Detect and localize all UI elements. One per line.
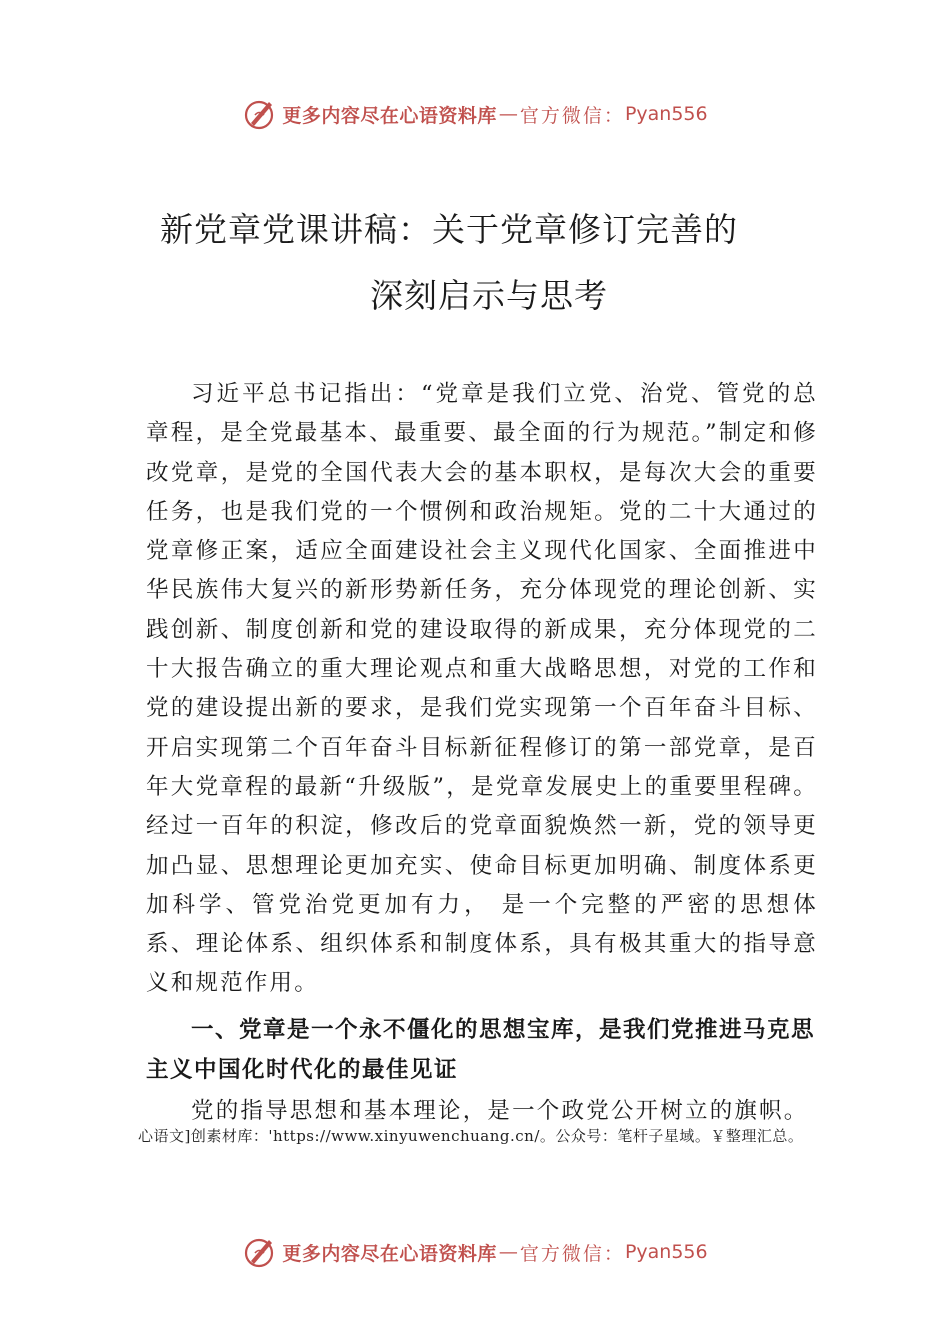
body-paragraph-2: 党的指导思想和基本理论，是一个政党公开树立的旗帜。 [191, 1098, 809, 1124]
watermark-dash: — [498, 1241, 518, 1263]
watermark-wechat-label: 官方微信： [519, 104, 625, 127]
document-title-line-1: 新党章党课讲稿：关于党章修订完善的 [160, 210, 738, 249]
watermark-banner-top [0, 96, 950, 132]
watermark-wechat-id: Pyan556 [624, 1241, 708, 1263]
watermark-wechat-id: Pyan556 [624, 103, 708, 125]
watermark-banner-bottom [0, 1234, 950, 1270]
document-title-line-2: 深刻启示与思考 [370, 276, 608, 315]
source-note: 心语文]创素材库：'https://www.xinyuwenchuang.cn/。公众号：笔杆子星域。￥整理汇总。 [138, 1127, 804, 1145]
pen-logo-icon [242, 96, 278, 132]
watermark-main-text: 更多内容尽在心语资料库 [282, 1242, 497, 1265]
pen-logo-icon [242, 1234, 278, 1270]
body-paragraph: 习近平总书记指出：“党章是我们立党、治党、管党的总章程，是全党最基本、最重要、最全面的行为规范。”制定和修改党章，是党的全国代表大会的基本职权，是每次大会的重要任务，也是我们党的一个惯例和政治规矩。党的二十大通过的党章修正案，适应全面建设社会主义现代化国家、全面推进中华民族伟大复兴的新形势新任务，充分体现党的理论创新、实践创新、制度创新和党的建设取得的新成果，充分体现党的二十大报告确立的重大理论观点和重大战略思想，对党的工作和党的建设提出新的要求，是我们党实现第一个百年奋斗目标、开启实现第二个百年奋斗目标新征程修订的第一部党章，是百年大党章程的最新“升级版”，是党章发展史上的重要里程碑。经过一百年的积淀，修改后的党章面貌焕然一新，党的领导更加凸显、思想理论更加充实、使命目标更加明确、制度体系更加科学、管党治党更加有力， 是一个完整的严密的思想体系、理论体系、组织体系和制度体系，具有极其重大的指导意义和规范作用。 [146, 381, 818, 997]
watermark-main-text: 更多内容尽在心语资料库 [282, 104, 497, 127]
section-heading: 一、党章是一个永不僵化的思想宝库，是我们党推进马克思主义中国化时代化的最佳见证 [146, 1017, 816, 1083]
watermark-dash: — [498, 103, 518, 125]
watermark-wechat-label: 官方微信： [519, 1242, 625, 1265]
